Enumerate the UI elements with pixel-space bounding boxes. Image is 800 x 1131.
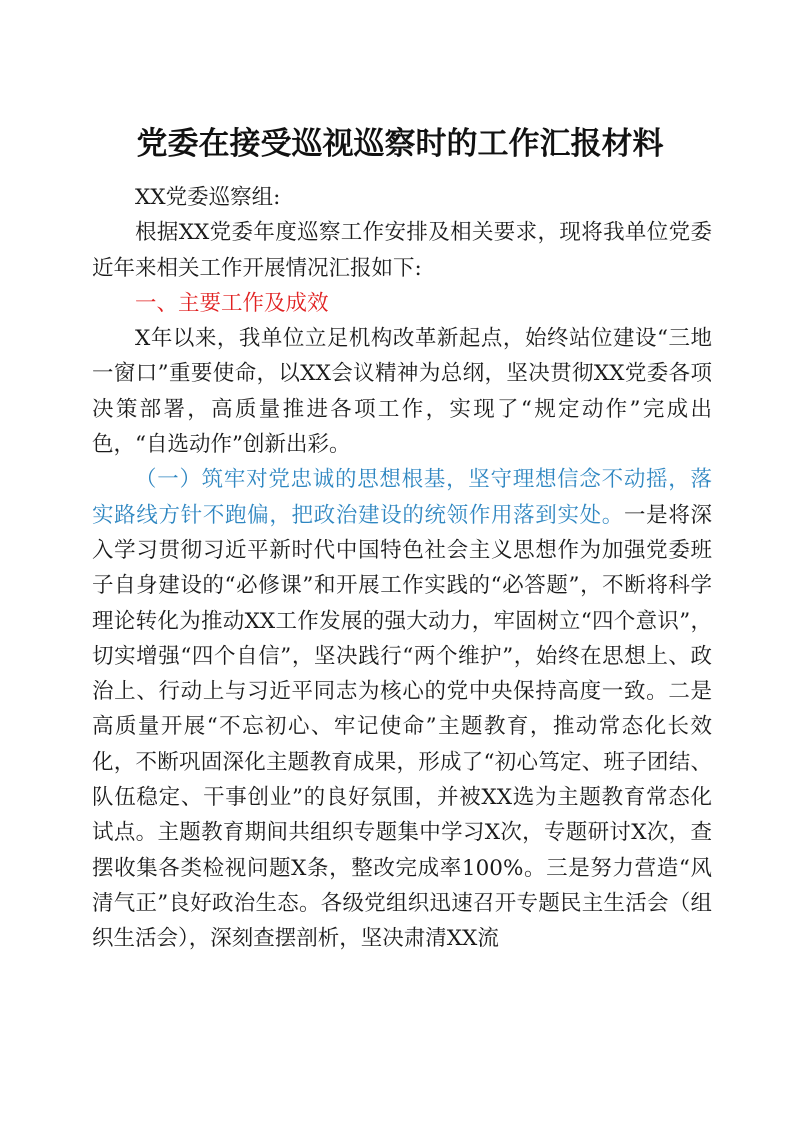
subsection-body: 一是将深入学习贯彻习近平新时代中国特色社会主义思想作为加强党委班子自身建设的“必修课”和开展工作实践的“必答题”，不断将科学理论转化为推动XX工作发展的强大动力，牢固树立“四个意识”，切实增强“四个自信”，坚决践行“两个维护”，始终在思想上、政治上、行动上与习近平同志为核心的党中央保持高度一致。二是高质量开展“不忘初心、牢记使命”主题教育，推动常态化长效化，不断巩固深化主题教育成果，形成了“初心笃定、班子团结、队伍稳定、干事创业”的良好氛围，并被XX选为主题教育常态化试点。主题教育期间共组织专题集中学习X次，专题研讨X次，查摆收集各类检视问题X条，整改完成率100%。三是努力营造“风清气正”良好政治生态。各级党组织迅速召开专题民主生活会（组织生活会），深刻查摆剖析，坚决肃清XX流 <box>92 502 712 952</box>
subsection-heading: （一）筑牢对党忠诚的思想根基，坚守理想信念不动摇，落实路线方针不跑偏，把政治建设的统领作用落到实处。 <box>92 467 712 528</box>
section-intro-paragraph: X年以来，我单位立足机构改革新起点，始终站位建设“三地一窗口”重要使命，以XX会议精神为总纲，坚决贯彻XX党委各项决策部署，高质量推进各项工作，实现了“规定动作”完成出色，“自选动作”创新出彩。 <box>92 326 712 458</box>
document-title: 党委在接受巡视巡察时的工作汇报材料 <box>136 126 664 162</box>
section-heading: 一、主要工作及成效 <box>135 290 329 316</box>
intro-paragraph: 根据XX党委年度巡察工作安排及相关要求，现将我单位党委近年来相关工作开展情况汇报如下: <box>92 220 712 281</box>
salutation: XX党委巡察组: <box>135 185 281 210</box>
subsection-paragraph <box>92 462 712 956</box>
document-body <box>92 180 712 957</box>
